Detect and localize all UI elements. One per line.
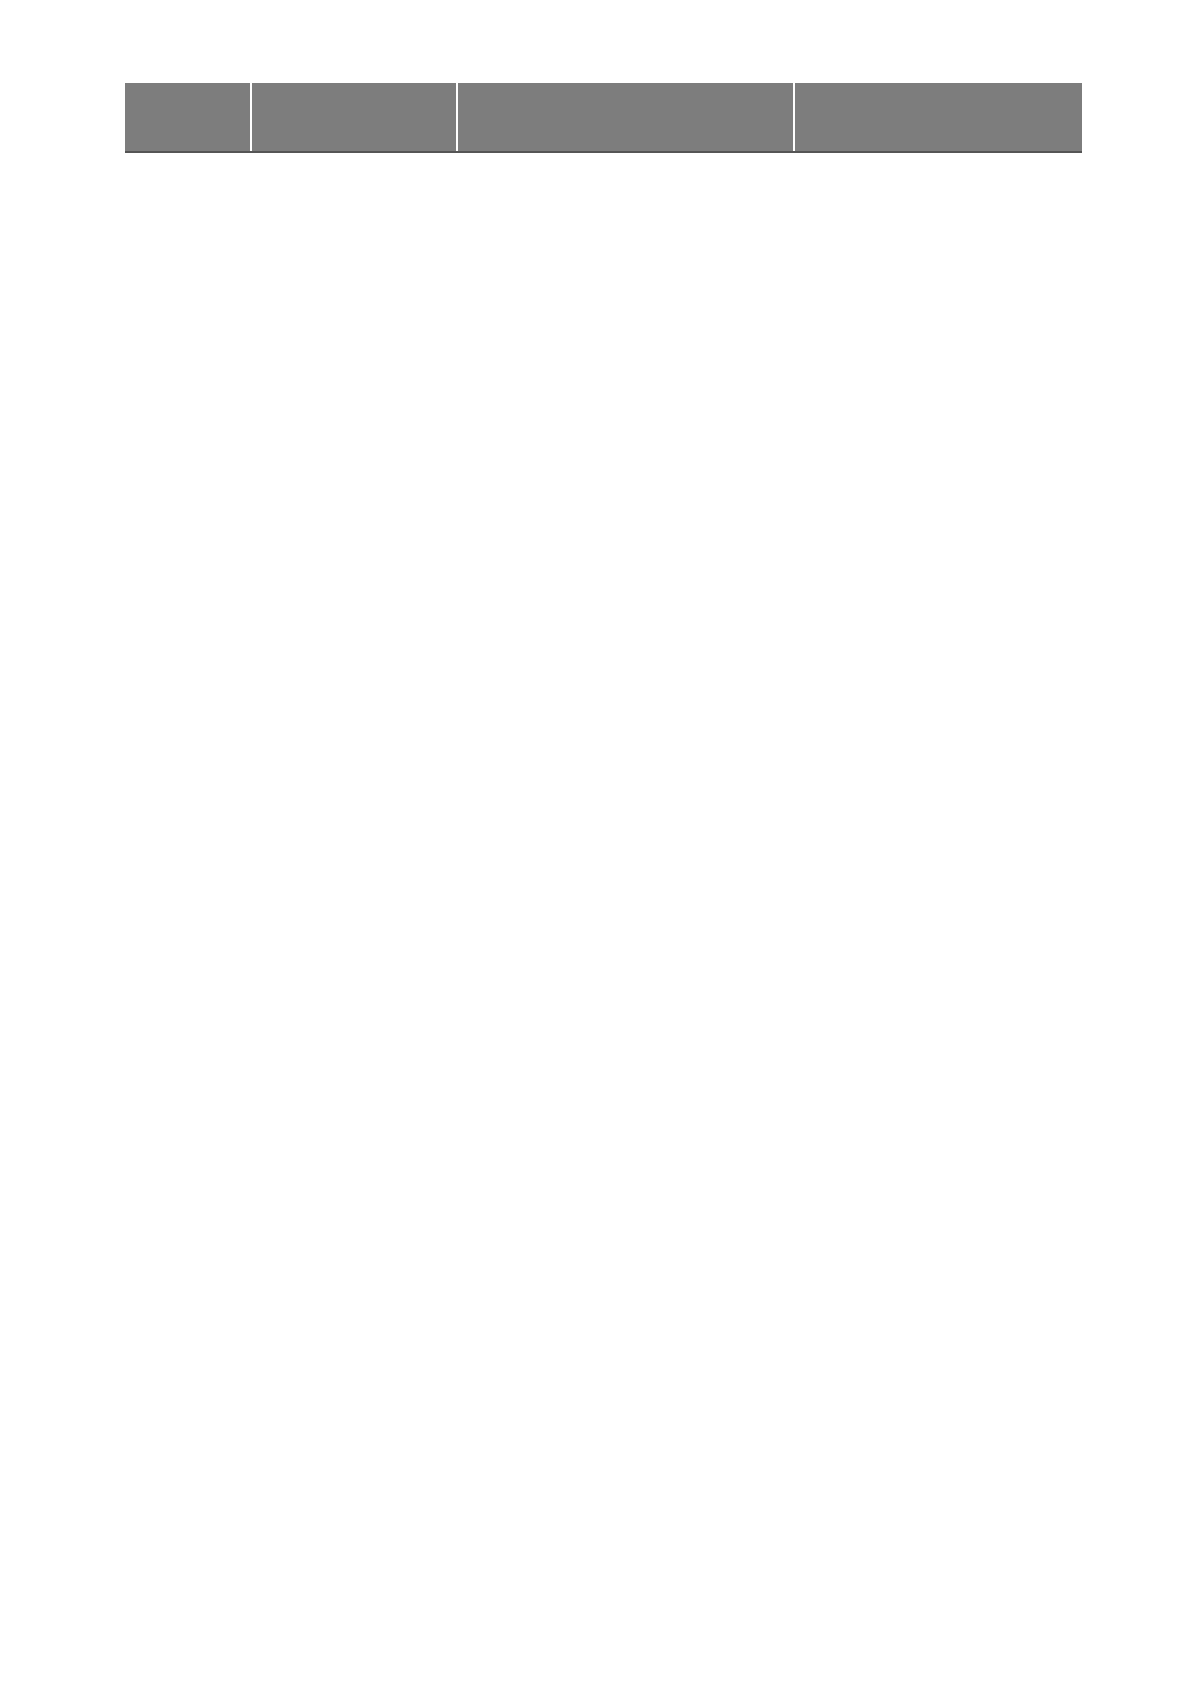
header-element-cell bbox=[250, 83, 458, 151]
header-note-cell bbox=[456, 83, 795, 151]
header-note-shortcut bbox=[653, 117, 753, 131]
header-category-cell bbox=[125, 83, 250, 151]
table-header bbox=[125, 83, 1082, 153]
comparison-table bbox=[125, 83, 1082, 153]
header-x-cell bbox=[793, 83, 1084, 151]
header-x-shortcut bbox=[965, 117, 1065, 131]
